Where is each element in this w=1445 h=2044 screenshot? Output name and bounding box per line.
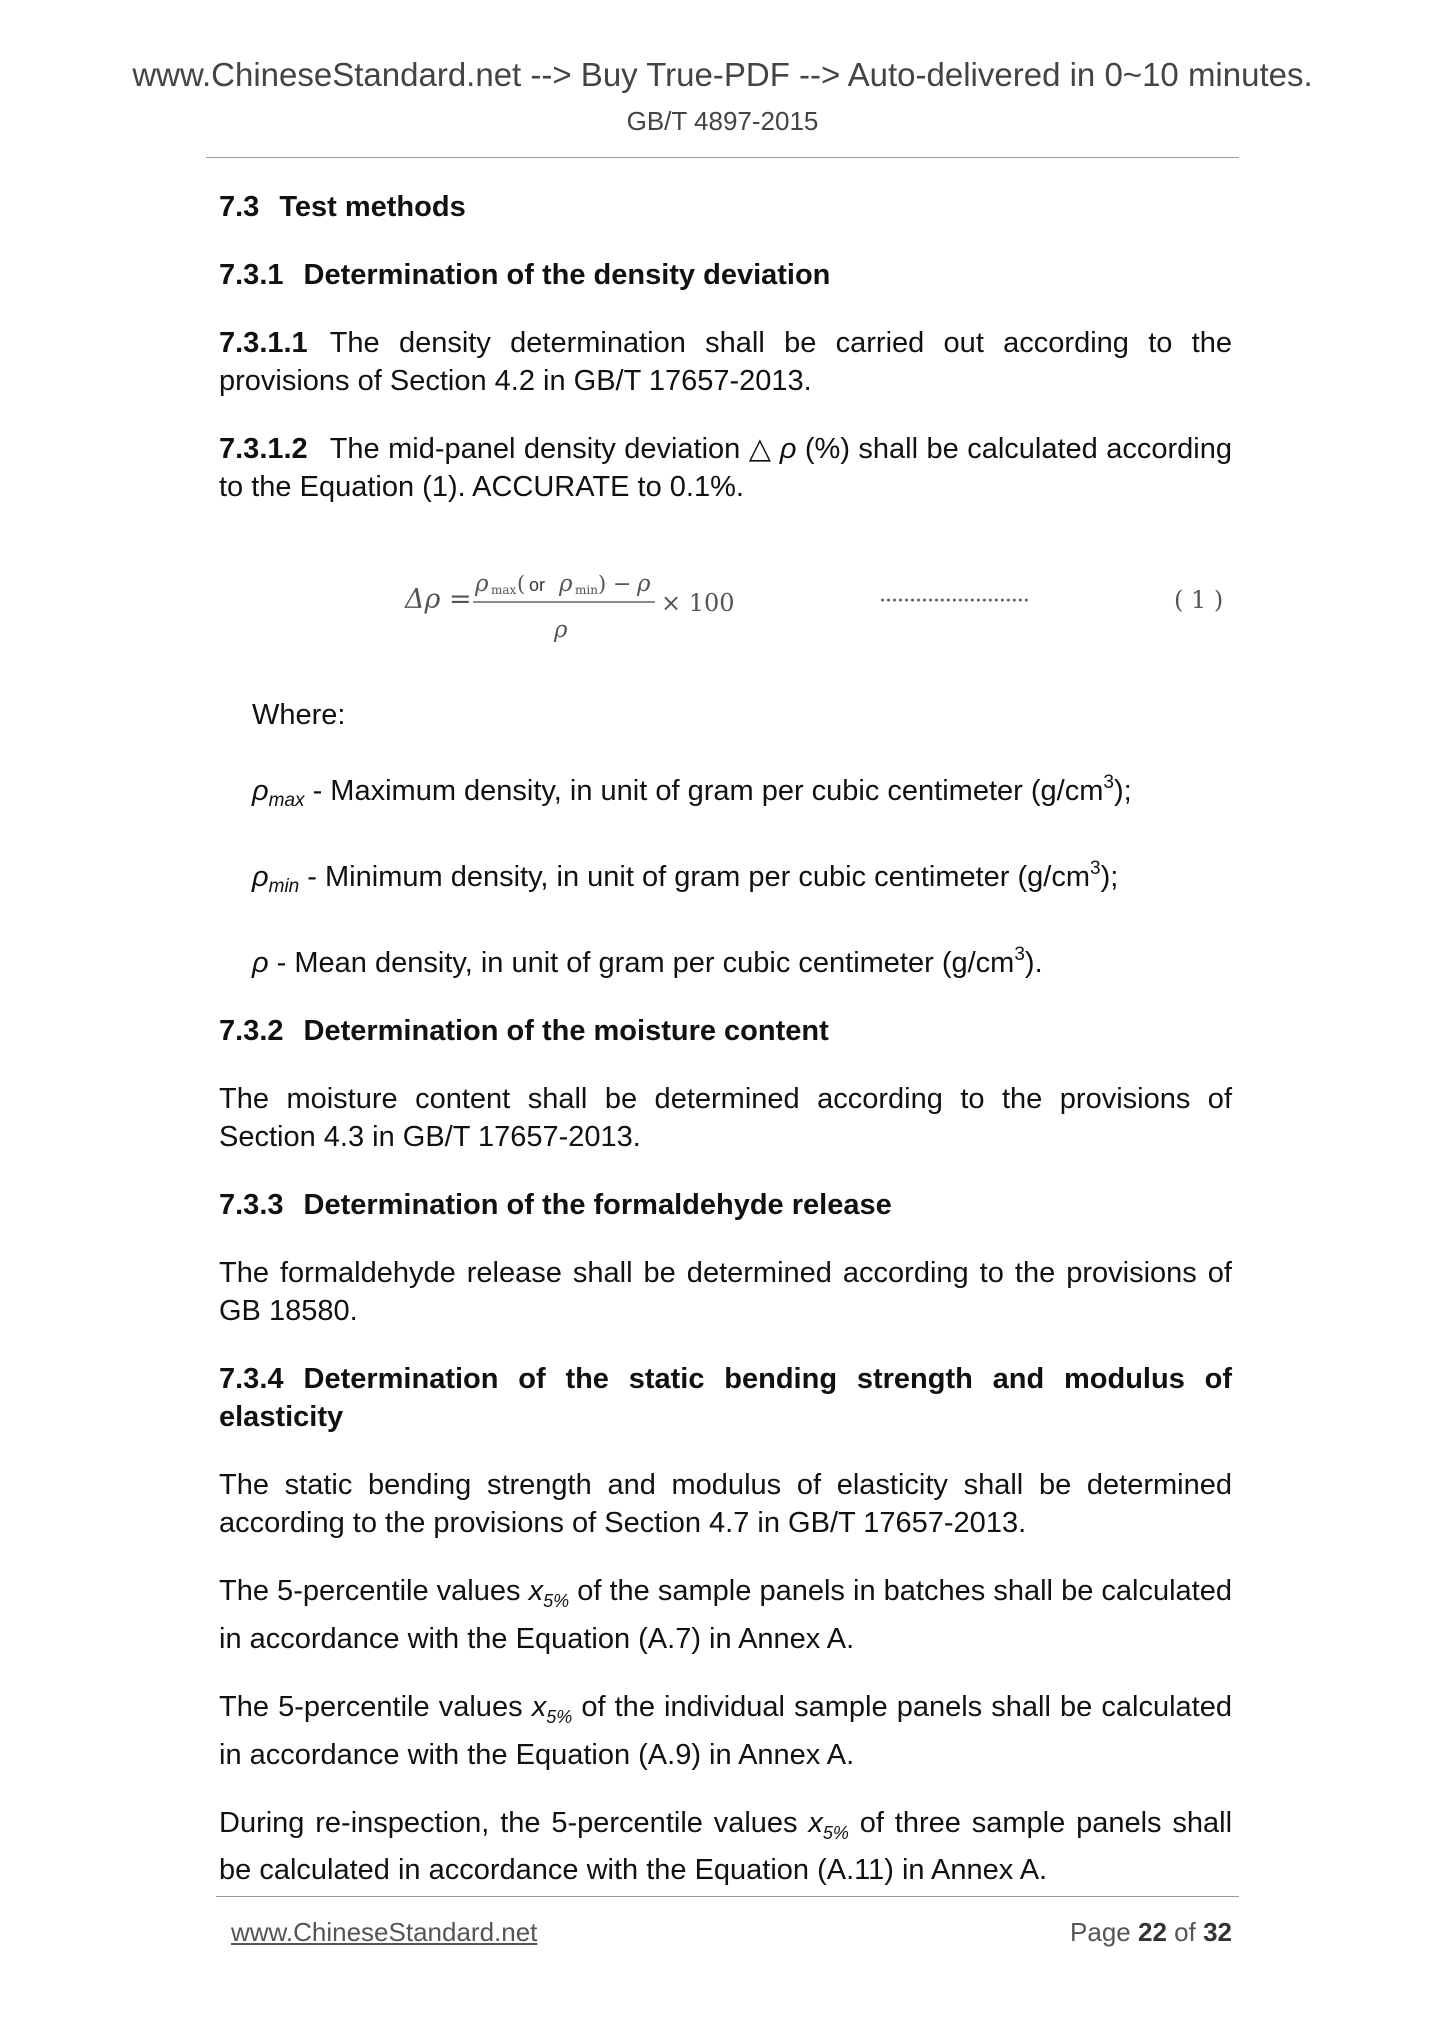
def-subscript: max (268, 790, 305, 811)
def-tail: ); (1113, 775, 1132, 807)
clause-text: The density determination shall be carried out according to the provisions of Section 4.2 in GB/T 17657-2013. (219, 327, 1232, 397)
eq-sub-min: min (575, 583, 598, 597)
x5-symbol (531, 1690, 573, 1727)
x-letter: x (808, 1806, 823, 1839)
section-title: Determination of the moisture content (303, 1015, 829, 1047)
def-subscript: min (268, 876, 300, 897)
def-tail: ). (1024, 947, 1043, 979)
section-title: Test methods (279, 191, 466, 223)
def-tail: ); (1100, 861, 1119, 893)
section-7-3-3-text: The formaldehyde release shall be determined according to the provisions of GB 18580. (219, 1257, 1232, 1327)
section-number: 7.3.2 (219, 1015, 284, 1047)
def-text: - Mean density, in unit of gram per cubic centimeter (g/cm (268, 947, 1015, 979)
def-symbol: ρ (252, 775, 269, 807)
eq-rho-min: ρ (559, 571, 573, 597)
clause-number: 7.3.1.1 (219, 327, 308, 359)
section-number: 7.3.4 (219, 1363, 284, 1395)
section-heading-7-3-3 (219, 1186, 1232, 1224)
x-letter: x (531, 1690, 547, 1723)
page-total: 32 (1203, 1917, 1232, 1947)
clause-number: 7.3.1.2 (219, 433, 308, 465)
def-symbol: ρ (252, 947, 269, 979)
page-indicator (1070, 1917, 1232, 1948)
para-text-before: During re-inspection, the 5-percentile values (219, 1806, 809, 1839)
section-heading-7-3-2 (219, 1012, 1232, 1050)
section-title: Determination of the static bending strength and modulus of elasticity (219, 1363, 1232, 1433)
def-superscript: 3 (1103, 772, 1114, 793)
section-7-3-4-text: The static bending strength and modulus of elasticity shall be determined according to the provisions of Section 4.7 in GB/T 17657-2013. (219, 1469, 1232, 1539)
eq-number: ( 1 ) (1174, 586, 1224, 614)
def-superscript: 3 (1014, 944, 1025, 965)
delta-rho-symbol: △ ρ (748, 433, 797, 465)
x-letter: x (528, 1575, 544, 1607)
eq-or: or (529, 575, 546, 595)
para-text-after: of the sample panels in batches shall be calculated in accordance with the Equation (A.7) in Annex A. (219, 1575, 1232, 1655)
footer-site-link[interactable]: www.ChineseStandard.net (231, 1917, 538, 1947)
header-banner[interactable]: www.ChineseStandard.net --> Buy True-PDF --> Auto-delivered in 0~10 minutes. (132, 56, 1313, 93)
header-divider (206, 157, 1239, 158)
section-heading-7-3 (219, 188, 1232, 226)
para-text-before: The 5-percentile values (219, 1575, 529, 1607)
definition-rho-max (252, 764, 1232, 820)
eq-lhs: Δρ = (405, 584, 472, 615)
eq-times-100: × 100 (661, 589, 735, 617)
section-number: 7.3 (219, 191, 260, 223)
def-text: - Maximum density, in unit of gram per cubic centimeter (g/cm (304, 775, 1104, 807)
eq-minus: − (613, 572, 632, 597)
eq-denominator: ρ (554, 617, 568, 643)
eq-rho-mean: ρ (637, 571, 651, 597)
x-subscript: 5% (822, 1822, 849, 1843)
eq-close-paren: ) (598, 572, 607, 596)
clause-text-before: The mid-panel density deviation (329, 433, 741, 465)
percentile-paragraph-reinspection (219, 1804, 1232, 1890)
definition-rho-min (252, 850, 1232, 906)
percentile-paragraph-batches (219, 1572, 1232, 1658)
section-heading-7-3-4 (219, 1360, 1232, 1436)
page-label: Page (1070, 1917, 1131, 1947)
section-title: Determination of the formaldehyde release (303, 1189, 892, 1221)
def-symbol: ρ (252, 861, 269, 893)
para-text-after: of the individual sample panels shall be calculated in accordance with the Equation (A.9) in Annex A. (219, 1690, 1232, 1771)
clause-7-3-1-2 (219, 430, 1232, 506)
x-subscript: 5% (546, 1706, 573, 1727)
section-heading-7-3-1 (219, 256, 1232, 294)
eq-rho-max: ρ (475, 571, 489, 597)
def-superscript: 3 (1090, 858, 1101, 879)
eq-leader-dots: ························· (879, 589, 1029, 614)
para-text-after: of three sample panels shall be calculated in accordance with the Equation (A.11) in Annex A. (219, 1806, 1233, 1887)
clause-text-after: (%) shall be calculated according to the Equation (1). ACCURATE to 0.1%. (219, 433, 1232, 503)
where-label: Where: (252, 699, 346, 731)
section-number: 7.3.1 (219, 259, 284, 291)
x-subscript: 5% (543, 1590, 570, 1611)
footer-divider (216, 1896, 1239, 1897)
equation-1 (219, 536, 1232, 656)
def-text: - Minimum density, in unit of gram per cubic centimeter (g/cm (299, 861, 1091, 893)
of-label: of (1174, 1917, 1196, 1947)
percentile-paragraph-individual (219, 1688, 1232, 1774)
eq-sub-max: max (491, 583, 517, 597)
section-title: Determination of the density deviation (303, 259, 831, 291)
document-body (219, 188, 1232, 1919)
page-number: 22 (1138, 1917, 1167, 1947)
equation-1-graphic (219, 536, 1232, 656)
section-number: 7.3.3 (219, 1189, 284, 1221)
section-7-3-2-text: The moisture content shall be determined according to the provisions of Section 4.3 in GB/T 17657-2013. (219, 1083, 1232, 1153)
x5-symbol (808, 1806, 849, 1843)
para-text-before: The 5-percentile values (219, 1690, 532, 1723)
definition-rho-mean (252, 936, 1232, 982)
clause-7-3-1-1 (219, 324, 1232, 400)
standard-code: GB/T 4897-2015 (626, 106, 819, 136)
x5-symbol (528, 1575, 570, 1611)
eq-open-paren: ( (517, 572, 526, 596)
